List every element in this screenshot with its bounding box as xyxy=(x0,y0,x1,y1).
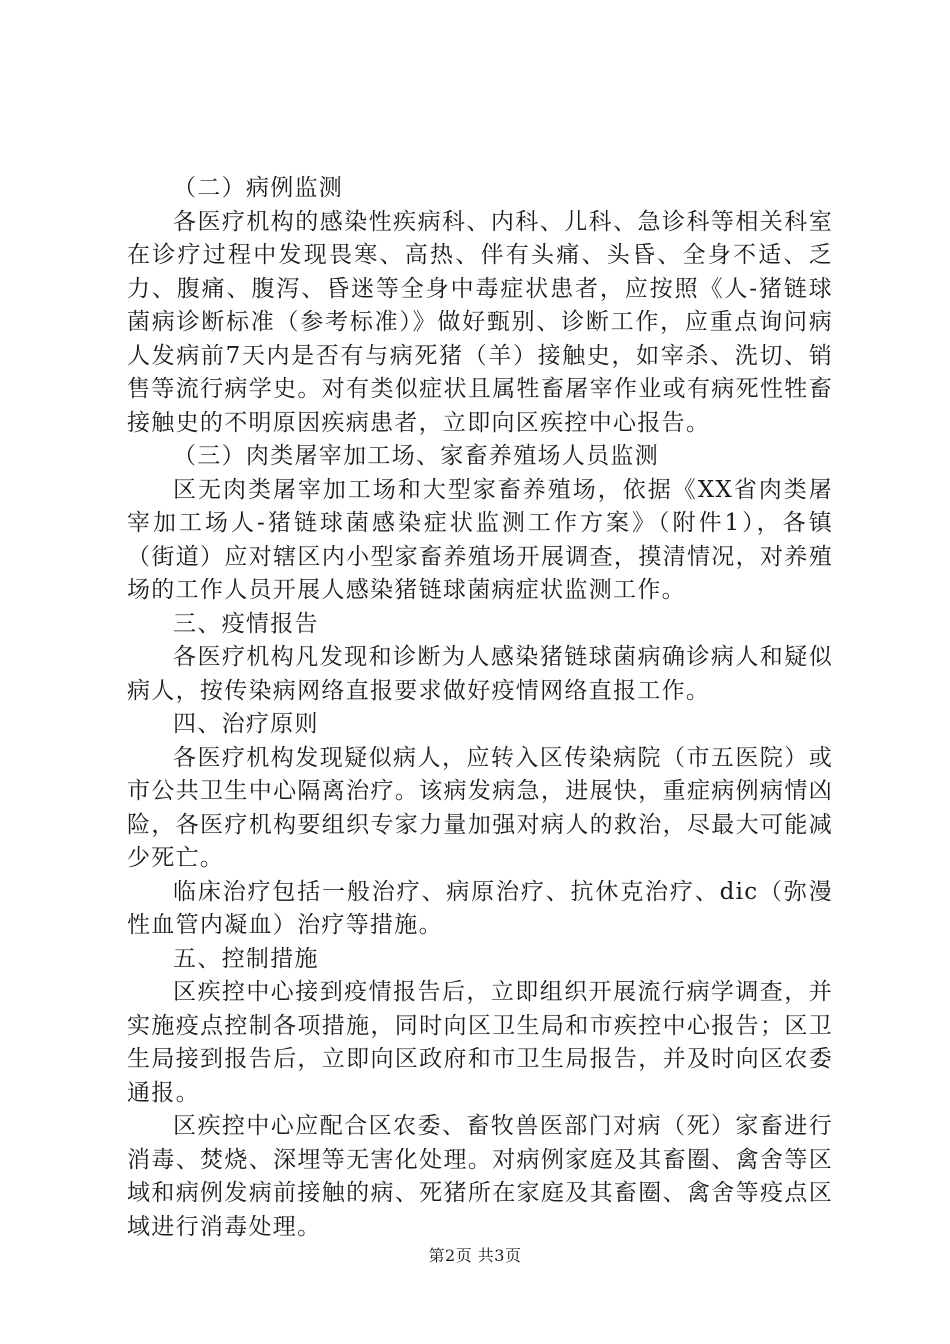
section-heading-treatment: 四、治疗原则 xyxy=(173,711,319,737)
document-body xyxy=(127,172,833,1244)
paragraph-epidemic-report: 各医疗机构凡发现和诊断为人感染猪链球菌病确诊病人和疑似病人，按传染病网络直报要求做好疫情网络直报工作。 xyxy=(127,644,833,704)
page-number-footer: 第2页 共3页 xyxy=(428,1246,522,1265)
paragraph-treatment: 各医疗机构发现疑似病人，应转入区传染病院（市五医院）或市公共卫生中心隔离治疗。该病发病急，进展快，重症病例病情凶险，各医疗机构要组织专家力量加强对病人的救治，尽最大可能减少死亡。 xyxy=(127,744,833,871)
paragraph-disinfection: 区疾控中心应配合区农委、畜牧兽医部门对病（死）家畜进行消毒、焚烧、深埋等无害化处理。对病例家庭及其畜圈、禽舍等区域和病例发病前接触的病、死猪所在家庭及其畜圈、禽舍等疫点区域进行消毒处理。 xyxy=(127,1113,833,1240)
section-heading-slaughterhouse-monitoring: （三）肉类屠宰加工场、家畜养殖场人员监测 xyxy=(173,443,659,469)
paragraph-control-measures: 区疾控中心接到疫情报告后，立即组织开展流行病学调查，并实施疫点控制各项措施，同时向区卫生局和市疾控中心报告；区卫生局接到报告后，立即向区政府和市卫生局报告，并及时向区农委通报。 xyxy=(127,979,833,1106)
section-heading-case-monitoring: （二）病例监测 xyxy=(173,175,344,201)
section-heading-epidemic-report: 三、疫情报告 xyxy=(173,610,319,637)
paragraph-case-monitoring: 各医疗机构的感染性疾病科、内科、儿科、急诊科等相关科室在诊疗过程中发现畏寒、高热、伴有头痛、头昏、全身不适、乏力、腹痛、腹泻、昏迷等全身中毒症状患者，应按照《人-猪链球菌病诊断标准（参考标准）》做好甄别、诊断工作，应重点询问病人发病前7天内是否有与病死猪（羊）接触史，如宰杀、洗切、销售等流行病学史。对有类似症状且属牲畜屠宰作业或有病死性牲畜接触史的不明原因疾病患者，立即向区疾控中心报告。 xyxy=(127,208,833,436)
paragraph-slaughterhouse-monitoring: 区无肉类屠宰加工场和大型家畜养殖场，依据《XX省肉类屠宰加工场人-猪链球菌感染症状监测工作方案》（附件1），各镇（街道）应对辖区内小型家畜养殖场开展调查，摸清情况，对养殖场的工作人员开展人感染猪链球菌病症状监测工作。 xyxy=(127,476,833,603)
paragraph-clinical-treatment: 临床治疗包括一般治疗、病原治疗、抗休克治疗、dic（弥漫性血管内凝血）治疗等措施。 xyxy=(127,878,833,938)
section-heading-control-measures: 五、控制措施 xyxy=(173,945,319,972)
